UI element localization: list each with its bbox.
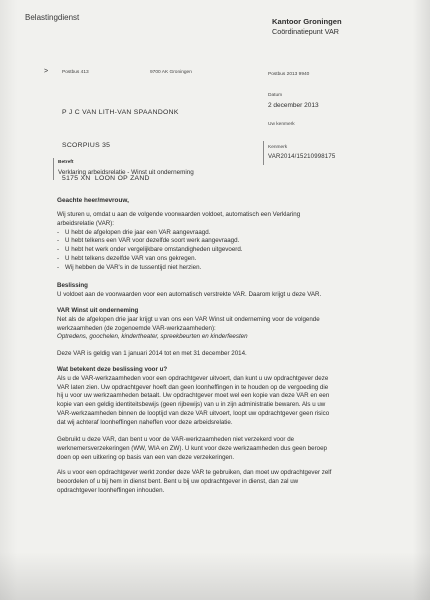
return-address-city: 9700 AK Groningen (150, 70, 192, 75)
reference-number: VAR2014/15210998175 (268, 154, 336, 160)
var-wuo-section (57, 307, 320, 342)
subject-divider (53, 158, 54, 180)
text-line: werkzaamheden (de zogenoemde VAR-werkzaamheden): (57, 324, 216, 332)
condition-bullet: - U hebt telkens een VAR voor dezelfde soort werk aangevraagd. (57, 237, 300, 246)
salutation: Geachte heer/mevrouw, (57, 197, 129, 204)
text-line: U voldoet aan de voorwaarden voor een automatisch verstrekte VAR. Daarom krijgt u deze VAR. (57, 290, 322, 298)
condition-bullet: - Wij hebben de VAR's in de tussentijd niet herzien. (57, 264, 300, 273)
condition-bullet: - U hebt telkens dezelfde VAR van ons gekregen. (57, 255, 300, 264)
text-line: opdrachtgever loonheffingen inhouden. (57, 486, 165, 494)
text-line: doen op een uitkering op basis van een van deze verzekeringen. (57, 453, 235, 461)
intro-paragraph (57, 211, 300, 273)
sender-brand: Belastingdienst (25, 13, 80, 22)
sender-office: Kantoor Groningen (272, 17, 342, 26)
office-address: Postbus 2013 9940 (268, 72, 310, 77)
text-line: beoordelen of u bij hem in dienst bent. Bent u bij uw opdrachtgever in dienst, dan zal uw (57, 477, 299, 485)
text-line: arbeidsrelatie (VAR): (57, 219, 114, 227)
reference-label: Kenmerk (268, 145, 288, 150)
recipient-name: P J C VAN LITH-VAN SPAANDONK (62, 109, 179, 116)
text-line: Als u de VAR-werkzaamheden voor een opdrachtgever uitvoert, dan kunt u uw opdrachtgever deze (57, 374, 329, 382)
var-activities: Optredens, goochelen, kindertheater, spreekbeurten en kinderfeesten (57, 333, 248, 341)
return-address-po-box: Postbus 413 (62, 70, 89, 75)
subject-label: Betreft (58, 160, 74, 165)
sender-department: Coördinatiepunt VAR (272, 27, 339, 36)
recipient-city: 5175 XN LOON OP ZAND (62, 175, 150, 182)
text-line: Net als de afgelopen drie jaar krijgt u van ons een VAR Winst uit onderneming voor de volgende (57, 315, 320, 323)
decision-section (57, 282, 321, 300)
subject-text: Verklaring arbeidsrelatie - Winst uit onderneming (58, 169, 194, 176)
decision-heading: Beslissing (57, 282, 88, 289)
text-line: dat wij achteraf loonheffingen naheffen voor deze arbeidsrelatie. (57, 418, 233, 426)
text-line: VAR-werkzaamheden binnen de looptijd van deze VAR uitvoert, loopt uw opdrachtgever geen risico (57, 409, 330, 417)
text-line: VAR laten zien. Uw opdrachtgever hoeft dan geen loonheffingen in te houden op de vergoeding die (57, 383, 329, 391)
condition-bullet: - U hebt de afgelopen drie jaar een VAR aangevraagd. (57, 229, 300, 238)
condition-bullet: - U hebt het werk onder vergelijkbare omstandigheden uitgevoerd. (57, 246, 300, 255)
date-label: Datum (268, 93, 283, 98)
var-wuo-heading: VAR Winst uit onderneming (57, 307, 139, 314)
text-line: Gebruikt u deze VAR, dan bent u voor de VAR-werkzaamheden niet verzekerd voor de (57, 436, 295, 443)
letter-date: 2 december 2013 (268, 102, 319, 109)
validity-statement: Deze VAR is geldig van 1 januari 2014 tot en met 31 december 2014. (57, 350, 247, 357)
meaning-section (57, 366, 329, 428)
text-line: hij u voor uw werkzaamheden betaalt. Uw opdrachtgever moet wel een kopie van deze VAR en een (57, 392, 330, 400)
meaning-heading: Wat betekent deze beslissing voor u? (57, 366, 168, 373)
text-line: Wij sturen u, omdat u aan de volgende voorwaarden voldoet, automatisch een Verklaring (57, 211, 301, 218)
reference-divider (263, 141, 264, 165)
text-line: Als u voor een opdrachtgever werkt zonder deze VAR te gebruiken, dan moet uw opdrachtgever zelf (57, 469, 332, 476)
text-line: kopie van een geldig identiteitsbewijs (geen rijbewijs) van u in zijn administratie bewaren. Als u uw (57, 401, 326, 409)
text-line: werknemersverzekeringen (WW, WIA en ZW). U kunt voor deze werkzaamheden dus geen beroep (57, 444, 327, 452)
recipient-address (62, 85, 179, 206)
without-var-paragraph (57, 469, 331, 495)
insurance-paragraph (57, 436, 327, 462)
your-reference-label: Uw kenmerk (268, 122, 295, 127)
recipient-street: SCORPIUS 35 (62, 142, 111, 149)
return-address-marker: > (44, 68, 49, 75)
